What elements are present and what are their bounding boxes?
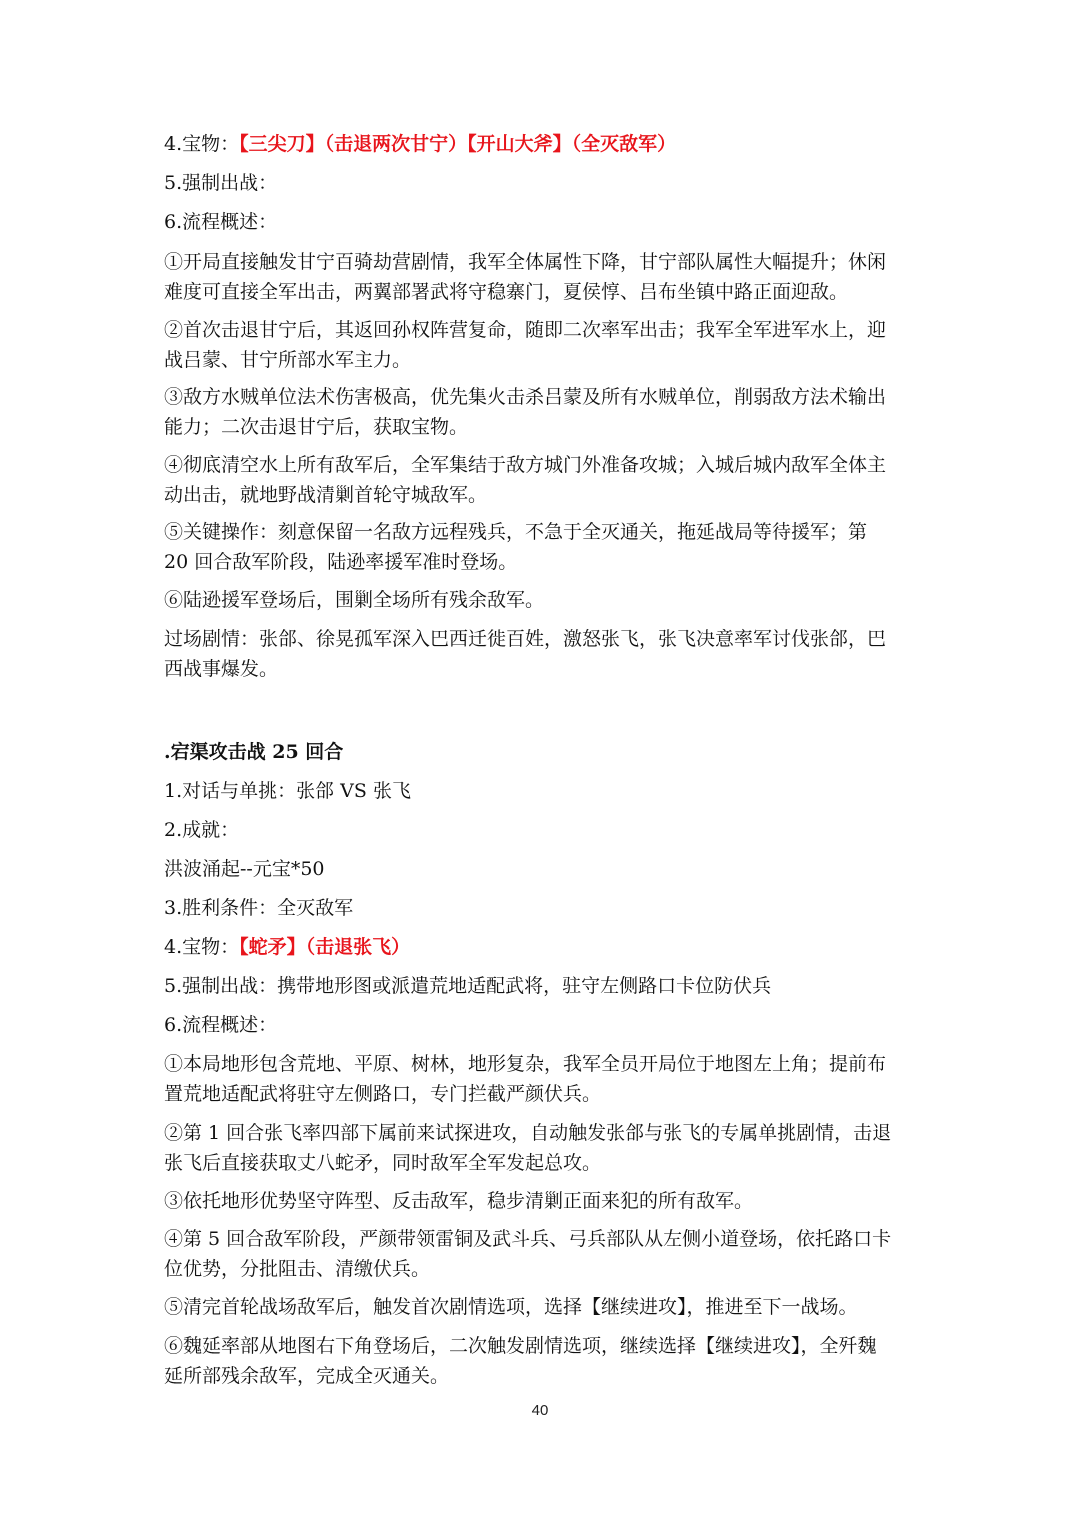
treasure-label: 4.宝物：	[164, 133, 240, 155]
s2-step-1-line-1: ①本局地形包含荒地、平原、树林，地形复杂，我军全员开局位于地图左上角；提前布	[164, 1053, 887, 1075]
flow-title: 6.流程概述：	[164, 211, 278, 233]
treasure-items: 【三尖刀】（击退两次甘宁）【开山大斧】（全灭敌军）	[239, 133, 677, 155]
step-4-line-1: ④彻底清空水上所有敌军后，全军集结于敌方城门外准备攻城；入城后城内敌军全体主	[164, 454, 887, 476]
step-2-line-2: 战吕蒙、甘宁所部水军主力。	[164, 349, 412, 371]
step-2-line-1: ②首次击退甘宁后，其返回孙权阵营复命，随即二次率军出击；我军全军进军水上，迎	[164, 319, 887, 341]
s2-step-6-line-1: ⑥魏延率部从地图右下角登场后，二次触发剧情选项，继续选择【继续进攻】，全歼魏	[164, 1335, 877, 1357]
s2-step-3-line-1: ③依托地形优势坚守阵型、反击敌军，稳步清剿正面来犯的所有敌军。	[164, 1190, 754, 1212]
duel-line: 1.对话与单挑：张郃 VS 张飞	[164, 780, 411, 802]
step-3-line-1: ③敌方水贼单位法术伤害极高，优先集火击杀吕蒙及所有水贼单位，削弱敌方法术输出	[164, 386, 887, 408]
flow-title-2: 6.流程概述：	[164, 1014, 278, 1036]
achievement-title: 2.成就：	[164, 819, 240, 841]
step-1-line-2: 难度可直接全军出击，两翼部署武将守稳寨门，夏侯惇、吕布坐镇中路正面迎敌。	[164, 281, 849, 303]
step-5-line-1: ⑤关键操作：刻意保留一名敌方远程残兵，不急于全灭通关，拖延战局等待援军；第	[164, 521, 868, 543]
victory-line: 3.胜利条件：全灭敌军	[164, 897, 354, 919]
achievement-line: 洪波涌起--元宝*50	[164, 858, 325, 880]
treasure-label-2: 4.宝物：	[164, 936, 240, 958]
step-3-line-2: 能力；二次击退甘宁后，获取宝物。	[164, 416, 469, 438]
treasure-line	[164, 130, 924, 159]
step-1-line-1: ①开局直接触发甘宁百骑劫营剧情，我军全体属性下降，甘宁部队属性大幅提升；休闲	[164, 251, 887, 273]
transition-line-1: 过场剧情：张郃、徐晃孤军深入巴西迁徙百姓，激怒张飞，张飞决意率军讨伐张郃，巴	[164, 628, 887, 650]
treasure-line-2	[164, 933, 924, 962]
s2-step-2-line-2: 张飞后直接获取丈八蛇矛，同时敌军全军发起总攻。	[164, 1152, 602, 1174]
step-5-line-2: 20 回合敌军阶段，陆逊率援军准时登场。	[164, 551, 518, 573]
transition-line-2: 西战事爆发。	[164, 658, 279, 680]
forced-deploy-line-2: 5.强制出战：携带地形图或派遣荒地适配武将，驻守左侧路口卡位防伏兵	[164, 975, 772, 997]
page-number: 40	[531, 1402, 549, 1419]
forced-deploy-line: 5.强制出战：	[164, 172, 278, 194]
step-4-line-2: 动出击，就地野战清剿首轮守城敌军。	[164, 484, 488, 506]
s2-step-5-line-1: ⑤清完首轮战场敌军后，触发首次剧情选项，选择【继续进攻】，推进至下一战场。	[164, 1296, 858, 1318]
treasure-items-2: 【蛇矛】（击退张飞）	[239, 936, 411, 958]
step-6-line-1: ⑥陆逊援军登场后，围剿全场所有残余敌军。	[164, 589, 545, 611]
s2-step-4-line-2: 位优势，分批阻击、清缴伏兵。	[164, 1258, 431, 1280]
s2-step-4-line-1: ④第 5 回合敌军阶段，严颜带领雷铜及武斗兵、弓兵部队从左侧小道登场，依托路口卡	[164, 1228, 892, 1250]
battle-title: .宕渠攻击战 25 回合	[164, 741, 344, 763]
s2-step-1-line-2: 置荒地适配武将驻守左侧路口，专门拦截严颜伏兵。	[164, 1083, 602, 1105]
s2-step-6-line-2: 延所部残余敌军，完成全灭通关。	[164, 1365, 450, 1387]
s2-step-2-line-1: ②第 1 回合张飞率四部下属前来试探进攻，自动触发张郃与张飞的专属单挑剧情，击退	[164, 1122, 892, 1144]
